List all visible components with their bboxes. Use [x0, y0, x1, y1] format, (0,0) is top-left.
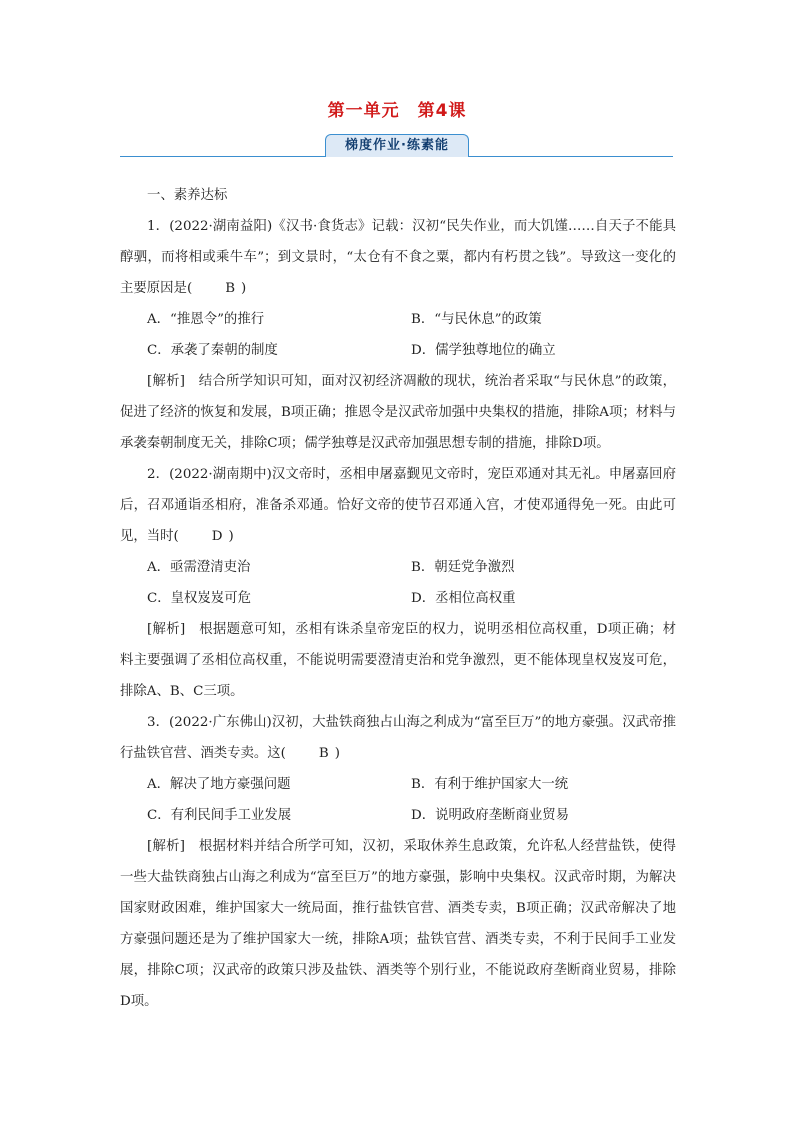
option-d: D．儒学独尊地位的确立 [411, 343, 556, 358]
options-grid [120, 304, 676, 366]
page-title: 第一单元 第4课 [327, 101, 467, 121]
option-b: B．有利于维护国家大一统 [411, 777, 569, 792]
analysis-text: [解析] 根据题意可知，丞相有诛杀皇帝宠臣的权力，说明丞相位高权重，D项正确；材料主要强调了丞相位高权重，不能说明需要澄清吏治和党争激烈，更不能体现皇权岌岌可危，排除A、B、C三项。 [120, 622, 676, 699]
option-c: C．承袭了秦朝的制度 [147, 343, 278, 358]
question-close: ) [334, 746, 340, 761]
option-d: D．丞相位高权重 [411, 591, 516, 606]
option-d: D．说明政府垄断商业贸易 [411, 808, 570, 823]
options-grid [120, 769, 676, 831]
analysis-text: [解析] 根据材料并结合所学可知，汉初，采取休养生息政策，允许私人经营盐铁，使得一些大盐铁商独占山海之利成为“富至巨万”的地方豪强，影响中央集权。汉武帝时期，为解决国家财政困难，维护国家大一统局面，推行盐铁官营、酒类专卖，B项正确；汉武帝解决了地方豪强问题还是为了维护国家大一统，排除A项；盐铁官营、酒类专卖，不利于民间手工业发展，排除C项；汉武帝的政策只涉及盐铁、酒类等个别行业，不能说政府垄断商业贸易，排除D项。 [120, 839, 676, 1009]
section-heading: 一、素养达标 [147, 188, 228, 203]
option-a: A．解决了地方豪强问题 [147, 777, 291, 792]
exercise-content [120, 180, 676, 1017]
option-c: C．皇权岌岌可危 [147, 591, 251, 606]
answer-letter: B [225, 281, 236, 296]
question-close: ) [228, 529, 234, 544]
options-grid [120, 552, 676, 614]
question-text: 3．(2022·广东佛山)汉初，大盐铁商独占山海之利成为“富至巨万”的地方豪强。汉武帝推行盐铁官营、酒类专卖。这( [120, 715, 676, 761]
option-c: C．有利民间手工业发展 [147, 808, 292, 823]
option-a: A．“推恩令”的推行 [147, 312, 265, 327]
option-b: B．“与民休息”的政策 [411, 312, 542, 327]
subtitle-banner [120, 134, 673, 160]
analysis-text: [解析] 结合所学知识可知，面对汉初经济凋敝的现状，统治者采取“与民休息”的政策，促进了经济的恢复和发展，B项正确；推恩令是汉武帝加强中央集权的措施，排除A项；材料与承袭秦朝制度无关，排除C项；儒学独尊是汉武帝加强思想专制的措施，排除D项。 [120, 374, 676, 451]
option-a: A．亟需澄清吏治 [147, 560, 251, 575]
question-stem [120, 707, 676, 769]
answer-letter: D [211, 529, 223, 544]
question-text: 1．(2022·湖南益阳)《汉书·食货志》记载：汉初“民失作业，而大饥馑……自天子不能具醇驷，而将相或乘牛车”；到文景时，“太仓有不食之粟，都内有朽贯之钱”。导致这一变化的主要原因是( [120, 219, 676, 296]
answer-letter: B [318, 746, 329, 761]
subtitle-badge: 梯度作业·练素能 [325, 134, 469, 157]
option-b: B．朝廷党争激烈 [411, 560, 515, 575]
question-close: ) [241, 281, 247, 296]
question-stem [120, 459, 676, 552]
question-text: 2．(2022·湖南期中)汉文帝时，丞相申屠嘉觐见文帝时，宠臣邓通对其无礼。申屠嘉回府后，召邓通诣丞相府，准备杀邓通。恰好文帝的使节召邓通入宫，才使邓通得免一死。由此可见，当时( [120, 467, 676, 544]
question-stem [120, 211, 676, 304]
